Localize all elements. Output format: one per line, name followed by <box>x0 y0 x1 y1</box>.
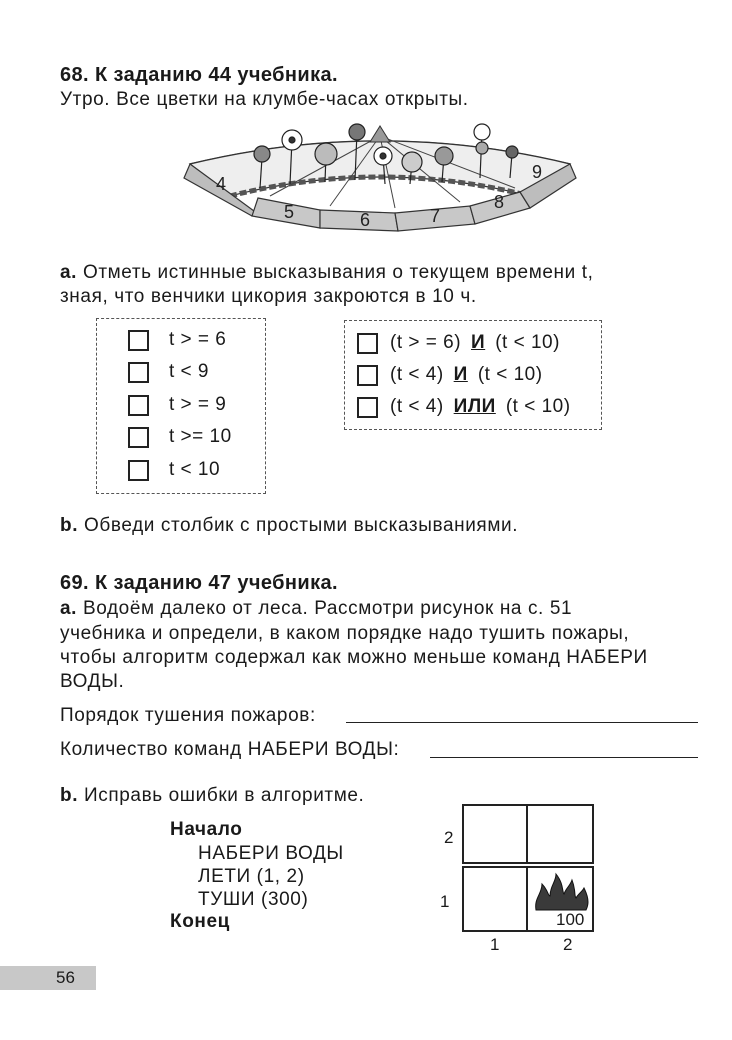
statement-label: t > = 6 <box>169 329 227 350</box>
algorithm-command: ЛЕТИ (1, 2) <box>198 866 305 887</box>
count-answer-line[interactable] <box>430 757 698 758</box>
statement-right: (t < 10) <box>477 364 543 385</box>
checkbox[interactable] <box>357 333 378 354</box>
statement-row <box>357 393 571 421</box>
task-69-heading: 69. К заданию 47 учебника. <box>60 572 338 594</box>
part-marker: a. <box>60 262 78 283</box>
fire-value: 100 <box>556 910 585 929</box>
statement-left: (t > = 6) <box>390 332 462 353</box>
statement-label: t > = 9 <box>169 394 227 415</box>
checkbox[interactable] <box>128 330 149 351</box>
part-marker: b. <box>60 515 79 536</box>
clock-number: 6 <box>360 210 371 230</box>
algorithm-end: Конец <box>170 911 230 932</box>
task-68-part-b <box>60 514 518 538</box>
statement-row <box>128 391 226 419</box>
statement-row <box>128 358 209 386</box>
checkbox[interactable] <box>357 365 378 386</box>
clock-number: 4 <box>216 174 227 194</box>
statement-row <box>128 456 220 484</box>
task-69-part-b <box>60 784 364 808</box>
order-answer-line[interactable] <box>346 722 698 723</box>
statement-right: (t < 10) <box>495 332 560 353</box>
statement-left: (t < 4) <box>390 396 444 417</box>
task-68-part-a-line2: зная, что венчики цикория закроются в 10 ч. <box>60 286 477 307</box>
logic-operator: И <box>471 332 486 353</box>
grid-cell <box>462 866 528 932</box>
statement-left: (t < 4) <box>390 364 444 385</box>
statement-label: t >= 10 <box>169 426 232 447</box>
statement-right: (t < 10) <box>505 396 571 417</box>
statement-row <box>357 329 560 357</box>
task-69-part-a-line1 <box>60 597 572 621</box>
statement-label: t < 9 <box>169 361 209 382</box>
statement-row <box>357 361 543 389</box>
fire-grid <box>462 804 594 932</box>
page-number: 56 <box>56 968 75 987</box>
clock-number: 8 <box>494 192 505 212</box>
grid-cell <box>462 804 528 864</box>
task-68-heading: 68. К заданию 44 учебника. <box>60 64 338 86</box>
statement-label: t < 10 <box>169 459 221 480</box>
task-69-part-a-line4: ВОДЫ. <box>60 671 125 692</box>
task-69-part-a-line3: чтобы алгоритм содержал как можно меньше команд НАБЕРИ <box>60 647 648 668</box>
checkbox[interactable] <box>128 460 149 481</box>
grid-row-label: 2 <box>444 828 454 847</box>
grid-cell <box>526 804 594 864</box>
clock-number: 7 <box>430 206 441 226</box>
grid-col-label: 2 <box>563 935 573 954</box>
part-a-text: Водоём далеко от леса. Рассмотри рисунок на с. 51 <box>82 598 573 619</box>
algorithm-begin: Начало <box>170 819 243 840</box>
clock-number: 9 <box>532 162 543 182</box>
checkbox[interactable] <box>357 397 378 418</box>
flower-clock-illustration <box>180 118 580 234</box>
part-marker: b. <box>60 785 79 806</box>
part-b-text: Обведи столбик с простыми высказываниями. <box>83 515 519 536</box>
checkbox[interactable] <box>128 395 149 416</box>
fire-icon <box>534 872 590 912</box>
task-69-part-a-line2: учебника и определи, в каком порядке надо тушить пожары, <box>60 623 630 644</box>
algorithm-command: НАБЕРИ ВОДЫ <box>198 843 344 864</box>
part-marker: a. <box>60 598 78 619</box>
page-number-band <box>0 966 96 990</box>
part-b-text: Исправь ошибки в алгоритме. <box>83 785 365 806</box>
part-a-text: Отметь истинные высказывания о текущем времени t, <box>82 262 594 283</box>
statement-row <box>128 423 232 451</box>
task-68-intro: Утро. Все цветки на клумбе-часах открыты. <box>60 89 469 110</box>
order-label: Порядок тушения пожаров: <box>60 705 316 726</box>
logic-operator: ИЛИ <box>453 396 496 417</box>
checkbox[interactable] <box>128 362 149 383</box>
statement-row <box>128 326 226 354</box>
algorithm-command: ТУШИ (300) <box>198 889 309 910</box>
logic-operator: И <box>453 364 468 385</box>
count-label: Количество команд НАБЕРИ ВОДЫ: <box>60 739 400 760</box>
grid-col-label: 1 <box>490 935 500 954</box>
checkbox[interactable] <box>128 427 149 448</box>
grid-row-label: 1 <box>440 892 450 911</box>
task-68-part-a-line1 <box>60 261 594 285</box>
clock-number: 5 <box>284 202 295 222</box>
